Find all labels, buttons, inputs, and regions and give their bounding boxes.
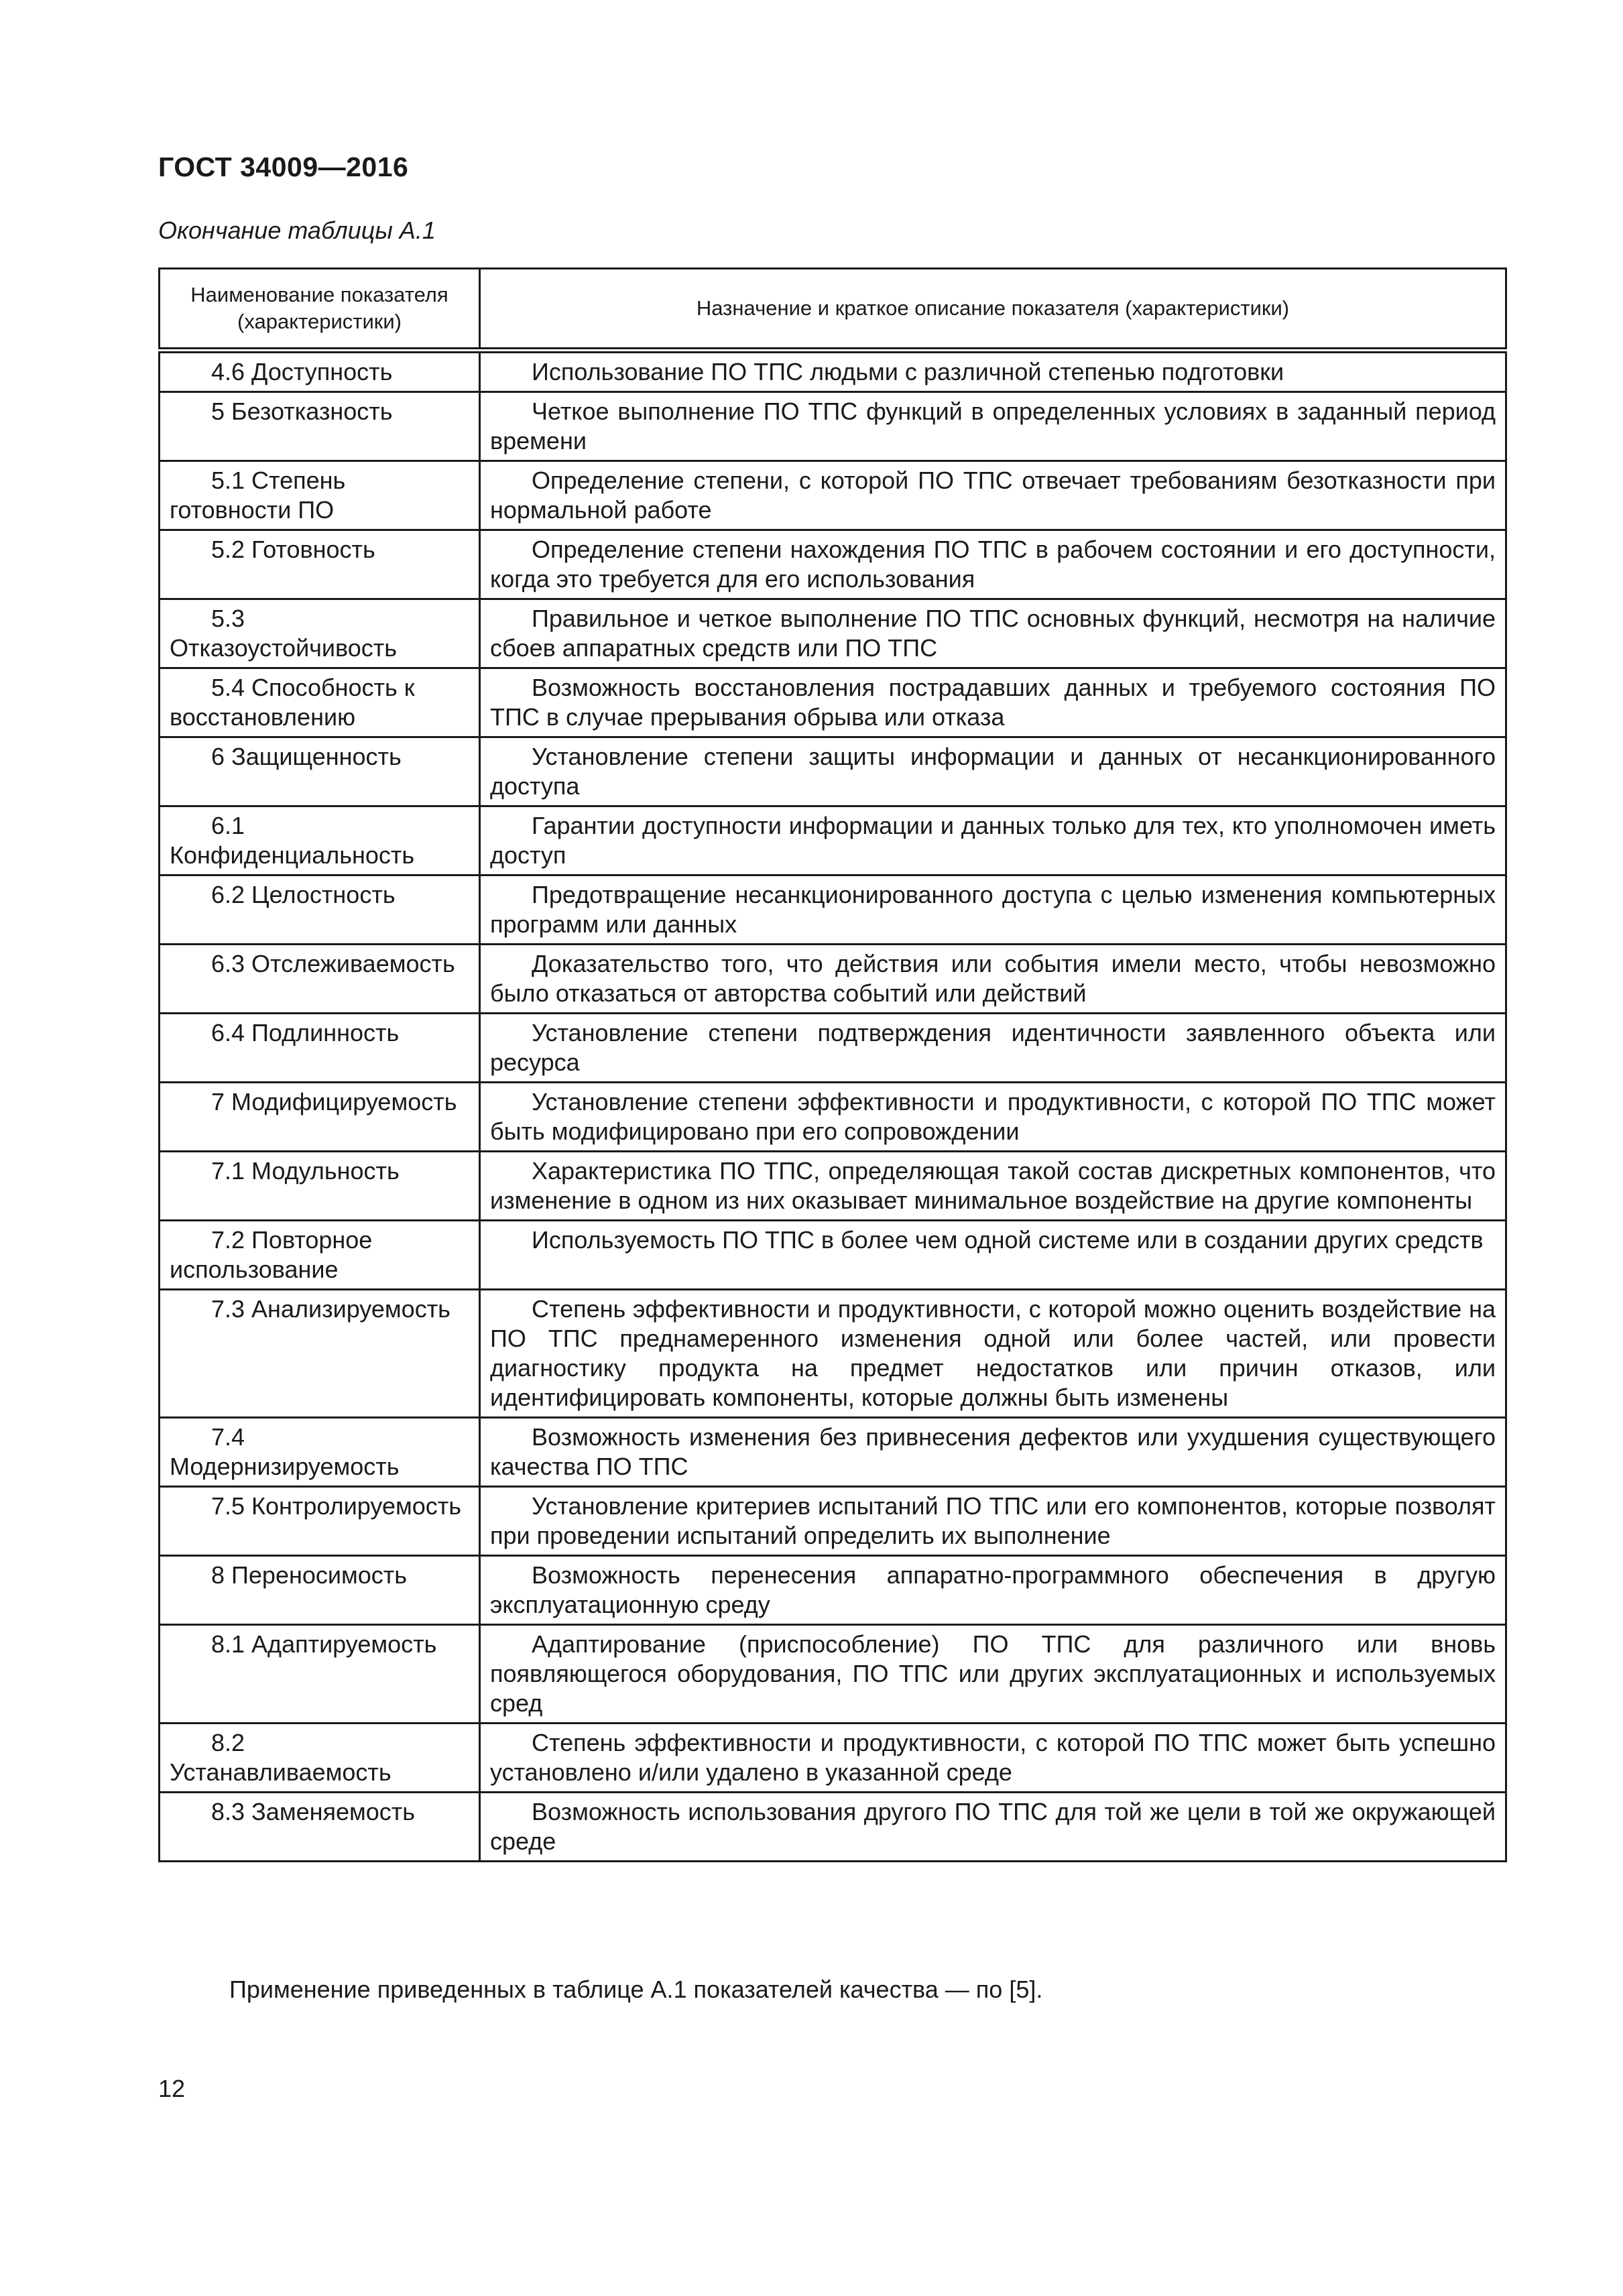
table-row xyxy=(160,599,1506,668)
indicator-name: 8.3 Заменяемость xyxy=(160,1793,480,1862)
indicator-name: 4.6 Доступность xyxy=(160,351,480,392)
quality-indicators-table xyxy=(158,267,1507,1862)
indicator-description: Степень эффективности и продуктивности, с которой можно оценить воздействие на ПО ТПС преднамеренного изменения одной или более частей, или провести диагностику продукта на предмет недостатков или причин отказов, или идентифицировать компоненты, которые должны быть изменены xyxy=(480,1290,1506,1418)
table-row xyxy=(160,1625,1506,1724)
column-header-name: Наименование показателя (характеристики) xyxy=(160,269,480,351)
indicator-description: Возможность изменения без привнесения дефектов или ухудшения существующего качества ПО ТПС xyxy=(480,1418,1506,1487)
indicator-description: Используемость ПО ТПС в более чем одной системе или в создании других средств xyxy=(480,1221,1506,1290)
indicator-name: 5.1 Степень готовности ПО xyxy=(160,461,480,530)
table-row xyxy=(160,945,1506,1014)
table-row xyxy=(160,875,1506,945)
table-row xyxy=(160,1290,1506,1418)
table-row xyxy=(160,1083,1506,1152)
indicator-name: 5.4 Способность к восстановлению xyxy=(160,668,480,737)
indicator-description: Адаптирование (приспособление) ПО ТПС для различного или вновь появляющегося оборудования, ПО ТПС или других эксплуатационных и используемых сред xyxy=(480,1625,1506,1724)
indicator-description: Характеристика ПО ТПС, определяющая такой состав дискретных компонентов, что изменение в одном из них оказывает минимальное воздействие на другие компоненты xyxy=(480,1152,1506,1221)
indicator-description: Установление степени защиты информации и данных от несанкционированного доступа xyxy=(480,737,1506,806)
indicator-description: Доказательство того, что действия или события имели место, чтобы невозможно было отказаться от авторства событий или действий xyxy=(480,945,1506,1014)
indicator-description: Установление критериев испытаний ПО ТПС или его компонентов, которые позволят при проведении испытаний определить их выполнение xyxy=(480,1487,1506,1556)
indicator-name: 6 Защищенность xyxy=(160,737,480,806)
indicator-name: 6.3 Отслеживаемость xyxy=(160,945,480,1014)
table-row xyxy=(160,392,1506,461)
indicator-description: Установление степени эффективности и продуктивности, с которой ПО ТПС может быть модифицировано при его сопровождении xyxy=(480,1083,1506,1152)
indicator-description: Четкое выполнение ПО ТПС функций в определенных условиях в заданный период времени xyxy=(480,392,1506,461)
indicator-name: 7 Модифицируемость xyxy=(160,1083,480,1152)
indicator-description: Степень эффективности и продуктивности, с которой ПО ТПС может быть успешно установлено и/или удалено в указанной среде xyxy=(480,1724,1506,1793)
indicator-description: Определение степени, с которой ПО ТПС отвечает требованиям безотказности при нормальной работе xyxy=(480,461,1506,530)
indicator-name: 8 Переносимость xyxy=(160,1556,480,1625)
indicator-name: 5.2 Готовность xyxy=(160,530,480,599)
table-row xyxy=(160,461,1506,530)
indicator-description: Возможность восстановления пострадавших данных и требуемого состояния ПО ТПС в случае прерывания обрыва или отказа xyxy=(480,668,1506,737)
indicator-name: 6.2 Целостность xyxy=(160,875,480,945)
table-row xyxy=(160,1487,1506,1556)
indicator-name: 6.4 Подлинность xyxy=(160,1014,480,1083)
column-header-description: Назначение и краткое описание показателя (характеристики) xyxy=(480,269,1506,351)
table-body xyxy=(160,351,1506,1862)
indicator-description: Правильное и четкое выполнение ПО ТПС основных функций, несмотря на наличие сбоев аппаратных средств или ПО ТПС xyxy=(480,599,1506,668)
table-row xyxy=(160,1556,1506,1625)
indicator-name: 7.2 Повторное использование xyxy=(160,1221,480,1290)
indicator-name: 8.1 Адаптируемость xyxy=(160,1625,480,1724)
indicator-name: 5.3 Отказоустойчивость xyxy=(160,599,480,668)
table-row xyxy=(160,737,1506,806)
indicator-description: Определение степени нахождения ПО ТПС в рабочем состоянии и его доступности, когда это требуется для его использования xyxy=(480,530,1506,599)
table-row xyxy=(160,1724,1506,1793)
indicator-description: Предотвращение несанкционированного доступа с целью изменения компьютерных программ или данных xyxy=(480,875,1506,945)
table-row xyxy=(160,1014,1506,1083)
indicator-description: Гарантии доступности информации и данных только для тех, кто уполномочен иметь доступ xyxy=(480,806,1506,875)
footnote: Применение приведенных в таблице А.1 показателей качества — по [5]. xyxy=(229,1976,1043,2003)
indicator-description: Возможность использования другого ПО ТПС для той же цели в той же окружающей среде xyxy=(480,1793,1506,1862)
table-row xyxy=(160,1152,1506,1221)
indicator-name: 7.4 Модернизируемость xyxy=(160,1418,480,1487)
table-row xyxy=(160,351,1506,392)
indicator-name: 7.5 Контролируемость xyxy=(160,1487,480,1556)
table-row xyxy=(160,1418,1506,1487)
table-row xyxy=(160,668,1506,737)
indicator-name: 6.1 Конфиденциальность xyxy=(160,806,480,875)
indicator-name: 5 Безотказность xyxy=(160,392,480,461)
table-row xyxy=(160,1793,1506,1862)
indicator-name: 7.1 Модульность xyxy=(160,1152,480,1221)
table-row xyxy=(160,806,1506,875)
table-header-row xyxy=(160,269,1506,351)
table-row xyxy=(160,1221,1506,1290)
table-row xyxy=(160,530,1506,599)
indicator-name: 8.2 Устанавливаемость xyxy=(160,1724,480,1793)
indicator-description: Использование ПО ТПС людьми с различной степенью подготовки xyxy=(480,351,1506,392)
page-number: 12 xyxy=(158,2075,186,2102)
indicator-name: 7.3 Анализируемость xyxy=(160,1290,480,1418)
table-caption: Окончание таблицы А.1 xyxy=(158,217,436,244)
indicator-description: Возможность перенесения аппаратно-программного обеспечения в другую эксплуатационную среду xyxy=(480,1556,1506,1625)
document-code: ГОСТ 34009—2016 xyxy=(158,152,409,182)
indicator-description: Установление степени подтверждения идентичности заявленного объекта или ресурса xyxy=(480,1014,1506,1083)
